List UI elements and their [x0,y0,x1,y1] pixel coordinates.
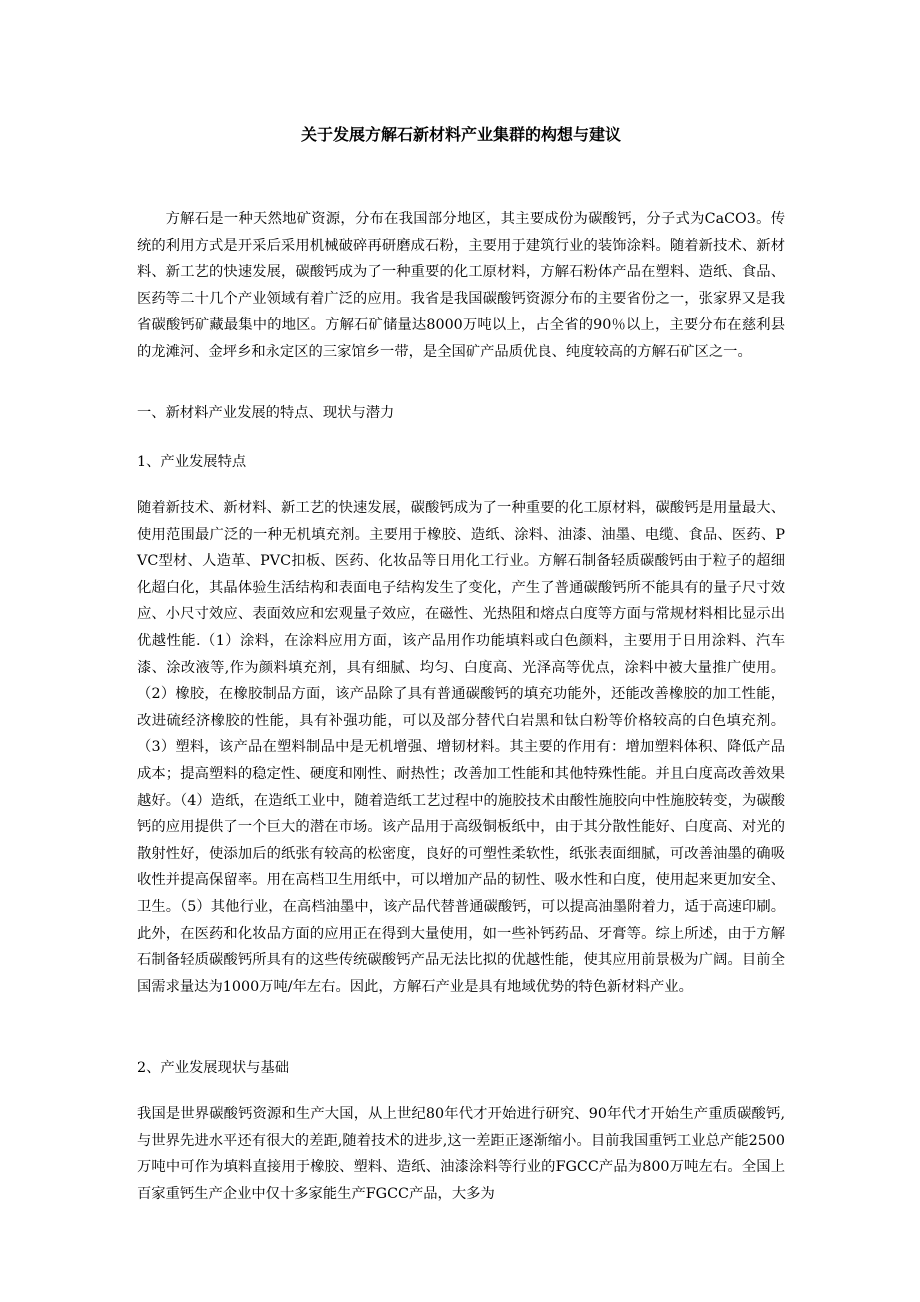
section-heading-1: 一、新材料产业发展的特点、现状与潜力 [137,405,395,421]
subsection-body-1: 随着新技术、新材料、新工艺的快速发展，碳酸钙成为了一种重要的化工原材料，碳酸钙是用量最大、使用范围最广泛的一种无机填充剂。主要用于橡胶、造纸、涂料、油漆、油墨、电缆、食品、医药、PVC型材、人造革、PVC扣板、医药、化妆品等日用化工行业。方解石制备轻质碳酸钙由于粒子的超细化超白化，其晶体验生活结构和表面电子结构发生了变化，产生了普通碳酸钙所不能具有的量子尺寸效应、小尺寸效应、表面效应和宏观量子效应，在磁性、光热阻和熔点白度等方面与常规材料相比显示出优越性能.（1）涂料，在涂料应用方面，该产品用作功能填料或白色颜料，主要用于日用涂料、汽车漆、涂改液等,作为颜料填充剂，具有细腻、均匀、白度高、光泽高等优点，涂料中被大量推广使用。（2）橡胶，在橡胶制品方面，该产品除了具有普通碳酸钙的填充功能外，还能改善橡胶的加工性能，改进硫经济橡胶的性能，具有补强功能，可以及部分替代白岩黑和钛白粉等价格较高的白色填充剂。（3）塑料，该产品在塑料制品中是无机增强、增韧材料。其主要的作用有：增加塑料体积、降低产品成本；提高塑料的稳定性、硬度和刚性、耐热性；改善加工性能和其他特殊性能。并且白度高改善效果越好。（4）造纸，在造纸工业中，随着造纸工艺过程中的施胶技术由酸性施胶向中性施胶转变，为碳酸钙的应用提供了一个巨大的潜在市场。该产品用于高级铜板纸中，由于其分散性能好、白度高、对光的散射性好，使添加后的纸张有较高的松密度，良好的可塑性柔软性，纸张表面细腻，可改善油墨的确吸收性并提高保留率。用在高档卫生用纸中，可以增加产品的韧性、吸水性和白度，使用起来更加安全、卫生。（5）其他行业，在高档油墨中，该产品代替普通碳酸钙，可以提高油墨附着力，适于高速印刷。此外，在医药和化妆品方面的应用正在得到大量使用，如一些补钙药品、牙膏等。综上所述，由于方解石制备轻质碳酸钙所具有的这些传统碳酸钙产品无法比拟的优越性能，使其应用前景极为广阔。目前全国需求量达为1000万吨/年左右。因此，方解石产业是具有地域优势的特色新材料产业。 [137,500,785,995]
document-title: 关于发展方解石新材料产业集群的构想与建议 [300,125,621,144]
subsection-body-2: 我国是世界碳酸钙资源和生产大国，从上世纪80年代才开始进行研究、90年代才开始生产重质碳酸钙,与世界先进水平还有很大的差距,随着技术的进步,这一差距正逐渐缩小。目前我国重钙工业总产能2500万吨中可作为填料直接用于橡胶、塑料、造纸、油漆涂料等行业的FGCC产品为800万吨左右。全国上百家重钙生产企业中仅十多家能生产FGCC产品，大多为 [137,1106,785,1202]
subsection-heading-2: 2、产业发展现状与基础 [137,1060,290,1076]
intro-paragraph: 方解石是一种天然地矿资源，分布在我国部分地区，其主要成份为碳酸钙，分子式为CaCO3。传统的利用方式是开采后采用机械破碎再研磨成石粉，主要用于建筑行业的装饰涂料。随着新技术、新材料、新工艺的快速发展，碳酸钙成为了一种重要的化工原材料，方解石粉体产品在塑料、造纸、食品、医药等二十几个产业领域有着广泛的应用。我省是我国碳酸钙资源分布的主要省份之一，张家界又是我省碳酸钙矿藏最集中的地区。方解石矿储量达8000万吨以上，占全省的90％以上，主要分布在慈利县的龙滩河、金坪乡和永定区的三家馆乡一带，是全国矿产品质优良、纯度较高的方解石矿区之一。 [137,211,785,360]
subsection-heading-1: 1、产业发展特点 [137,454,247,470]
